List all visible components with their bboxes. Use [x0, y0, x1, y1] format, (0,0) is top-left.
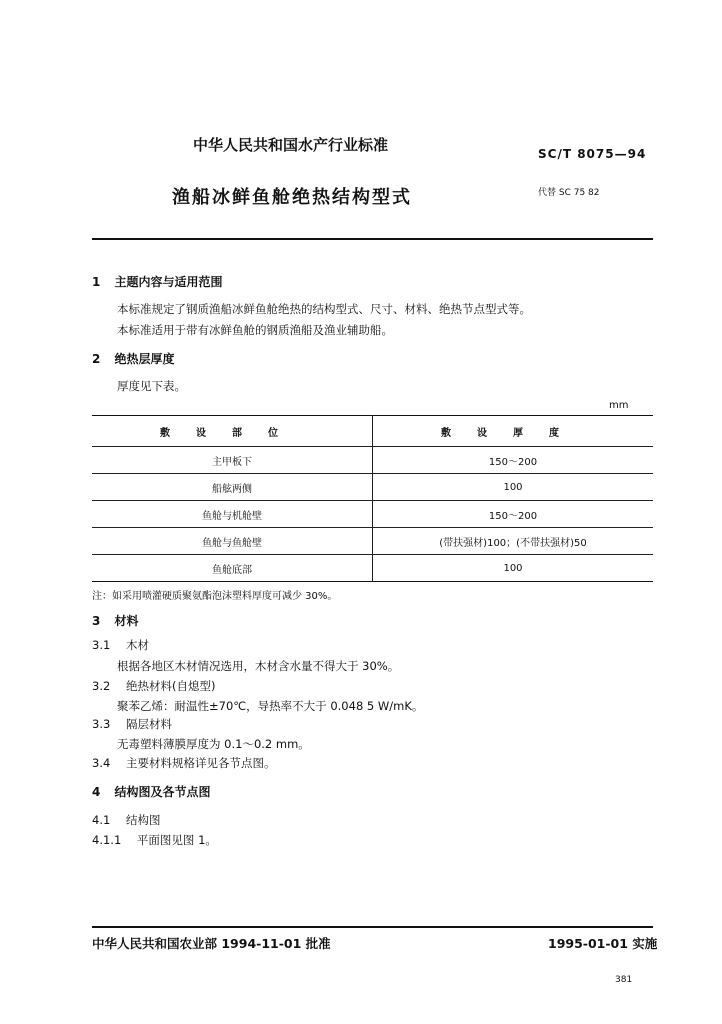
insulation-thickness-table: [92, 415, 653, 582]
section-4-number: 4: [92, 785, 101, 799]
standard-number: SC/T 8075—94: [538, 147, 647, 161]
section-3-heading: [92, 612, 139, 629]
section-3-2-heading: [92, 678, 215, 694]
section-4-1-1-text: 平面图见图 1。: [136, 833, 217, 847]
effective-date: 1995-01-01 实施: [548, 936, 658, 951]
section-3-2-number: 3.2: [92, 679, 111, 693]
section-2-heading: [92, 350, 175, 367]
section-4-title: 结构图及各节点图: [114, 785, 211, 799]
table-header-row: [92, 416, 653, 447]
cell-thickness: 150～200: [373, 501, 654, 528]
section-4-heading: [92, 783, 211, 800]
section-1-heading: [92, 273, 223, 290]
section-3-3-number: 3.3: [92, 717, 111, 731]
section-1-title: 主题内容与适用范围: [114, 275, 223, 289]
section-4-1-number: 4.1: [92, 813, 111, 827]
table-row: [92, 528, 653, 555]
section-1-paragraph-1: 本标准规定了钢质渔船冰鲜鱼舱绝热的结构型式、尺寸、材料、绝热节点型式等。: [117, 302, 531, 316]
table-row: [92, 474, 653, 501]
replaces-note: 代替 SC 75 82: [538, 188, 600, 198]
section-3-2-text: 聚苯乙烯：耐温性±70℃，导热率不大于 0.048 5 W/mK。: [117, 699, 424, 713]
table-note: 注：如采用喷灌硬质聚氨酯泡沫塑料厚度可减少 30%。: [92, 591, 338, 602]
section-4-1-title: 结构图: [125, 813, 161, 827]
section-3-1-text: 根据各地区木材情况选用，木材含水量不得大于 30%。: [117, 659, 400, 673]
cell-part: 主甲板下: [92, 447, 373, 474]
section-2-paragraph: 厚度见下表。: [117, 379, 186, 393]
section-3-title: 材料: [114, 614, 139, 628]
section-3-4-number: 3.4: [92, 756, 111, 770]
section-3-4-text: 主要材料规格详见各节点图。: [125, 756, 276, 770]
cell-part: 鱼舱底部: [92, 555, 373, 582]
footer-rule: [92, 926, 653, 928]
table-row: [92, 447, 653, 474]
section-3-2-title: 绝热材料(自熄型): [125, 679, 216, 693]
section-3-1-heading: [92, 637, 149, 653]
approval-line: 中华人民共和国农业部 1994-11-01 批准: [92, 936, 331, 951]
section-2-number: 2: [92, 352, 101, 366]
section-2-title: 绝热层厚度: [114, 352, 175, 366]
table-row: [92, 501, 653, 528]
cell-thickness: 100: [373, 555, 654, 582]
cell-part: 鱼舱与机舱壁: [92, 501, 373, 528]
header-laying-thickness: 敷设厚度: [373, 416, 654, 447]
header-laying-position: 敷设部位: [92, 416, 373, 447]
cell-thickness: (带扶强材)100；(不带扶强材)50: [373, 528, 654, 555]
section-4-1-1-heading: [92, 832, 217, 848]
cell-part: 鱼舱与鱼舱壁: [92, 528, 373, 555]
cell-thickness: 150～200: [373, 447, 654, 474]
section-3-3-heading: [92, 716, 172, 732]
section-3-1-title: 木材: [125, 638, 149, 652]
cell-part: 船舷两侧: [92, 474, 373, 501]
header-rule: [92, 238, 653, 240]
cell-thickness: 100: [373, 474, 654, 501]
section-4-1-1-number: 4.1.1: [92, 833, 122, 847]
table-unit: mm: [609, 400, 629, 411]
page-number: 381: [615, 975, 633, 985]
table-row: [92, 555, 653, 582]
section-1-paragraph-2: 本标准适用于带有冰鲜鱼舱的钢质渔船及渔业辅助船。: [117, 323, 393, 337]
section-3-4-heading: [92, 755, 275, 771]
section-4-1-heading: [92, 812, 160, 828]
section-3-3-text: 无毒塑料薄膜厚度为 0.1～0.2 mm。: [117, 737, 310, 751]
document-title: 渔船冰鲜鱼舱绝热结构型式: [172, 187, 412, 208]
section-1-number: 1: [92, 275, 101, 289]
org-title: 中华人民共和国水产行业标准: [193, 136, 389, 154]
section-3-3-title: 隔层材料: [125, 717, 172, 731]
section-3-number: 3: [92, 614, 101, 628]
section-3-1-number: 3.1: [92, 638, 111, 652]
